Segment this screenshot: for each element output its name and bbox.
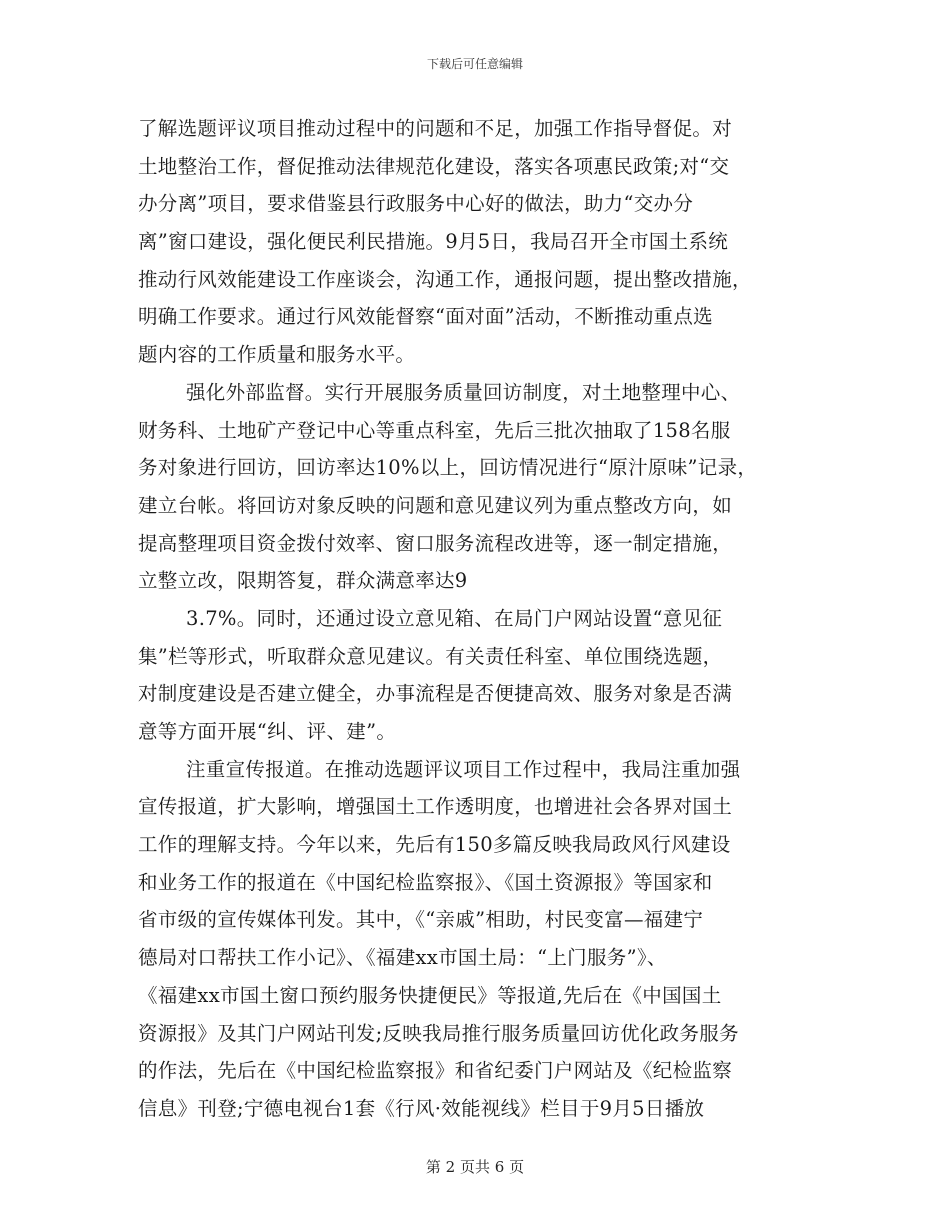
text-line: 办分离”项目，要求借鉴县行政服务中心好的做法，助力“交办分 (138, 192, 694, 216)
text-line: 强化外部监督。实行开展服务质量回访制度，对土地整理中心、 (186, 380, 741, 404)
text-line: 对制度建设是否建立健全，办事流程是否便捷高效、服务对象是否满 (138, 682, 733, 706)
text-line: 了解选题评议项目推动过程中的问题和不足，加强工作指导督促。对 (138, 117, 733, 140)
text-line: 3.7%。同时，还通过设立意见箱、在局门户网站设置“意见征 (186, 606, 723, 630)
text-line: 《福建xx市国土窗口预约服务快捷便民》等报道,先后在《中国国土 (138, 983, 722, 1007)
text-line: 离”窗口建设，强化便民利民措施。9月5日，我局召开全市国土系统 (138, 230, 729, 254)
text-line: 工作的理解支持。今年以来，先后有150多篇反映我局政风行风建设 (138, 833, 731, 857)
text-line: 和业务工作的报道在《中国纪检监察报》、《国土资源报》等国家和 (138, 870, 713, 894)
text-line: 推动行风效能建设工作座谈会，沟通工作，通报问题，提出整改措施， (138, 267, 752, 291)
text-line: 的作法，先后在《中国纪检监察报》和省纪委门户网站及《纪检监察 (138, 1059, 733, 1083)
page-number: 第 2 页共 6 页 (425, 1158, 525, 1176)
text-line: 明确工作要求。通过行风效能督察“面对面”活动，不断推动重点选 (138, 305, 713, 329)
text-line: 土地整治工作，督促推动法律规范化建设，落实各项惠民政策;对“交 (138, 154, 730, 178)
text-line: 集”栏等形式，听取群众意见建议。有关责任科室、单位围绕选题， (138, 644, 723, 668)
text-line: 省市级的宣传媒体刊发。其中，《“亲戚”相助，村民变富—福建宁 (138, 908, 704, 932)
text-line: 建立台帐。将回访对象反映的问题和意见建议列为重点整改方向，如 (138, 493, 733, 517)
text-line: 宣传报道，扩大影响，增强国土工作透明度，也增进社会各界对国土 (138, 795, 733, 819)
text-line: 务对象进行回访，回访率达10%以上，回访情况进行“原汁原味”记录， (138, 456, 758, 480)
text-line: 资源报》及其门户网站刊发;反映我局推行服务质量回访优化政务服务 (138, 1021, 739, 1045)
text-line: 德局对口帮扶工作小记》、《福建xx市国土局：“上门服务”》、 (138, 946, 667, 970)
text-line: 意等方面开展“纠、评、建”。 (138, 720, 397, 743)
document-body (138, 110, 828, 1128)
text-line: 题内容的工作质量和服务水平。 (138, 343, 416, 367)
text-line: 提高整理项目资金拨付效率、窗口服务流程改进等，逐一制定措施， (138, 531, 733, 555)
text-line: 信息》刊登;宁德电视台1套《行风·效能视线》栏目于9月5日播放 (138, 1096, 705, 1120)
page-header: 下载后可任意编辑 (426, 57, 523, 71)
text-line: 立整立改，限期答复，群众满意率达9 (138, 569, 468, 593)
text-line: 财务科、土地矿产登记中心等重点科室，先后三批次抽取了158名服 (138, 418, 731, 442)
text-line: 注重宣传报道。在推动选题评议项目工作过程中，我局注重加强 (186, 757, 741, 781)
